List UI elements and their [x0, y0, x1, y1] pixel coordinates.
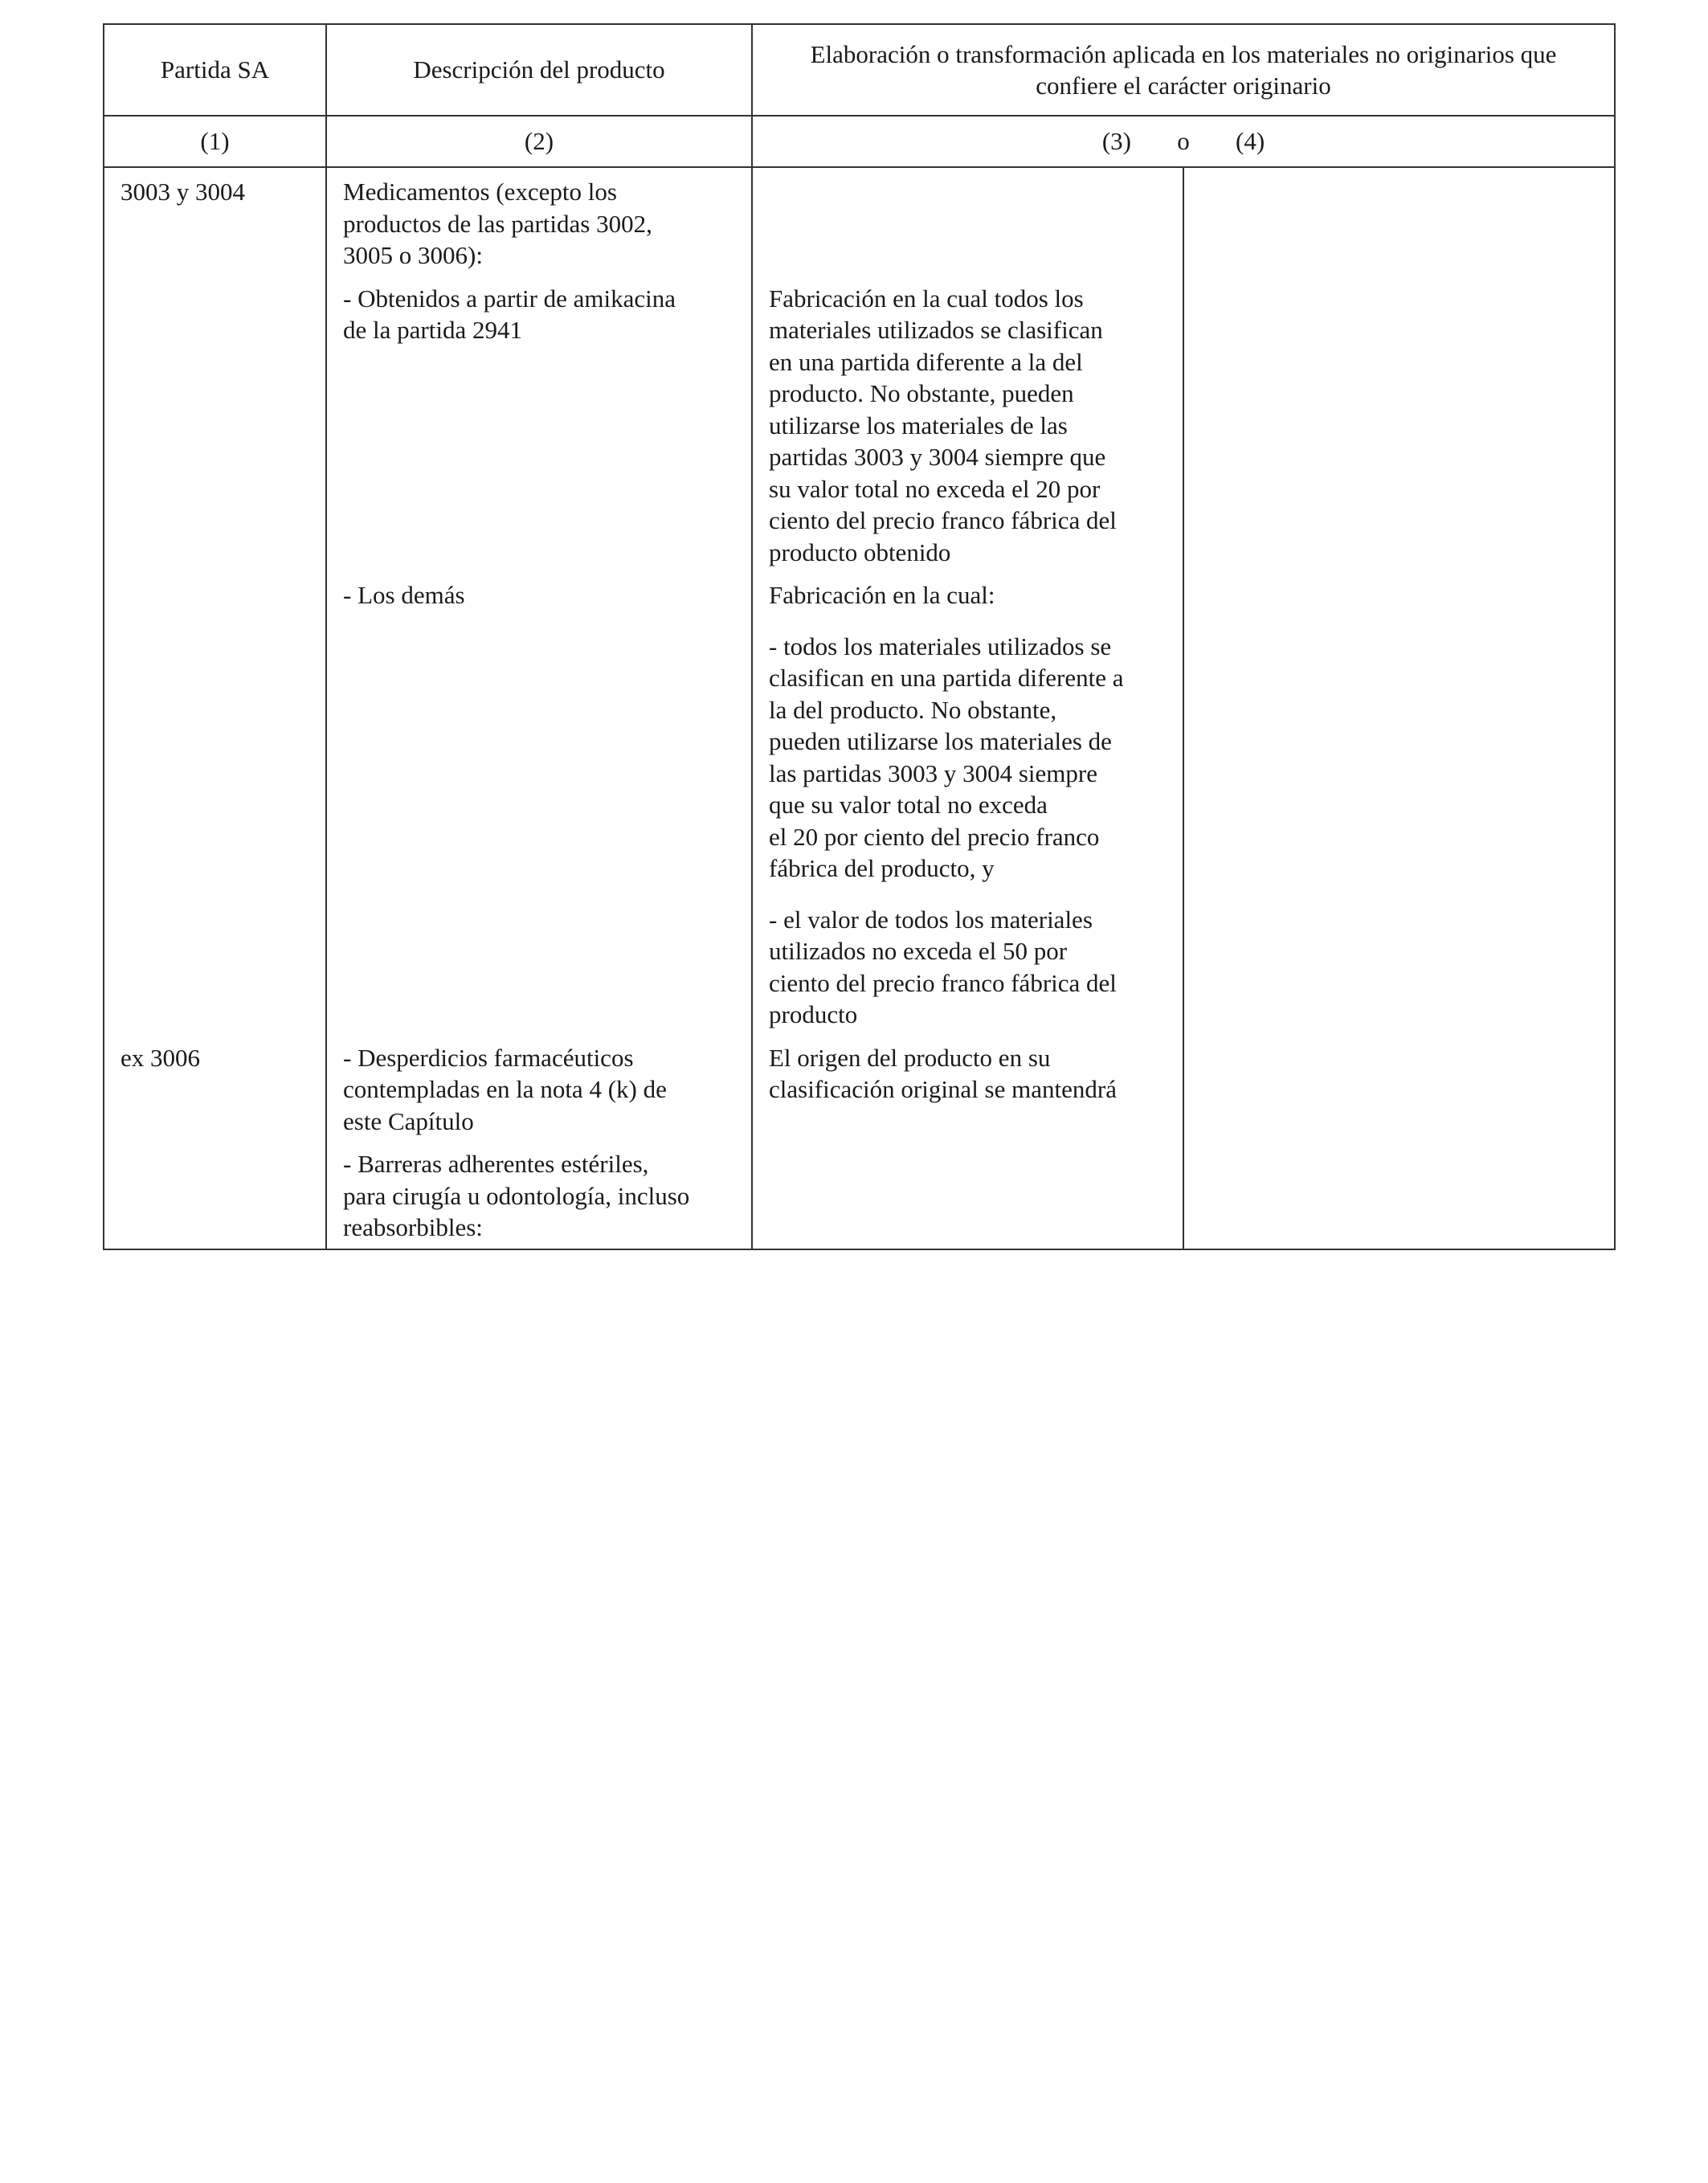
header-elaboracion: Elaboración o transformación aplicada en los materiales no originarios que confiere el carácter originario [752, 24, 1615, 116]
col4-cell [1183, 568, 1615, 1031]
partida-cell [104, 568, 326, 1031]
col3-cell [752, 167, 1183, 272]
origin-rules-table [103, 23, 1616, 1250]
partida-cell [104, 1137, 326, 1249]
col4-cell [1183, 1031, 1615, 1138]
col4-cell [1183, 1137, 1615, 1249]
rule-text: Fabricación en la cual todos los materiales utilizados se clasifican en una partida diferente a la del producto. No obstante, pueden utilizarse los materiales de las partidas 3003 y 3004 siempre que su valor total no exceda el 20 por ciento del precio franco fábrica del producto obtenido [769, 284, 1117, 566]
column-number-3-4 [752, 116, 1615, 167]
descripcion-cell: - Los demás [326, 568, 752, 1031]
column-number-2: (2) [326, 116, 752, 167]
col4-cell [1183, 167, 1615, 272]
table-row [104, 1137, 1615, 1249]
col3-cell [752, 1137, 1183, 1249]
header-descripcion: Descripción del producto [326, 24, 752, 116]
column-number-3: (3) [1101, 127, 1131, 156]
col3-cell [752, 1031, 1183, 1138]
table-row [104, 568, 1615, 1031]
table-row [104, 1031, 1615, 1138]
column-or-label: o [1177, 127, 1190, 156]
col3-cell [752, 568, 1183, 1031]
descripcion-cell: - Obtenidos a partir de amikacina de la partida 2941 [326, 272, 752, 569]
partida-cell [104, 272, 326, 569]
header-partida: Partida SA [104, 24, 326, 116]
descripcion-cell: Medicamentos (excepto los productos de las partidas 3002, 3005 o 3006): [326, 167, 752, 272]
col4-cell [1183, 272, 1615, 569]
descripcion-cell: - Desperdicios farmacéuticos contempladas en la nota 4 (k) de este Capítulo [326, 1031, 752, 1138]
descripcion-cell: - Barreras adherentes estériles, para cirugía u odontología, incluso reabsorbibles: [326, 1137, 752, 1249]
column-number-1: (1) [104, 116, 326, 167]
rule-text: - el valor de todos los materiales utilizados no exceda el 50 por ciento del precio franco fábrica del producto [769, 905, 1117, 1028]
table-row [104, 272, 1615, 569]
rule-text: - todos los materiales utilizados se clasifican en una partida diferente a la del producto. No obstante, pueden utilizarse los materiales de las partidas 3003 y 3004 siempre que su valor total no exceda el 20 por ciento del precio franco fábrica del producto, y [769, 632, 1124, 882]
rule-text: Fabricación en la cual: [769, 581, 995, 609]
partida-cell: 3003 y 3004 [104, 167, 326, 272]
column-number-4: (4) [1236, 127, 1265, 156]
column-number-row [104, 116, 1615, 167]
col3-cell [752, 272, 1183, 569]
table-header-row [104, 24, 1615, 116]
table-row [104, 167, 1615, 272]
rule-text: El origen del producto en su clasificación original se mantendrá [769, 1043, 1117, 1103]
partida-cell: ex 3006 [104, 1031, 326, 1138]
